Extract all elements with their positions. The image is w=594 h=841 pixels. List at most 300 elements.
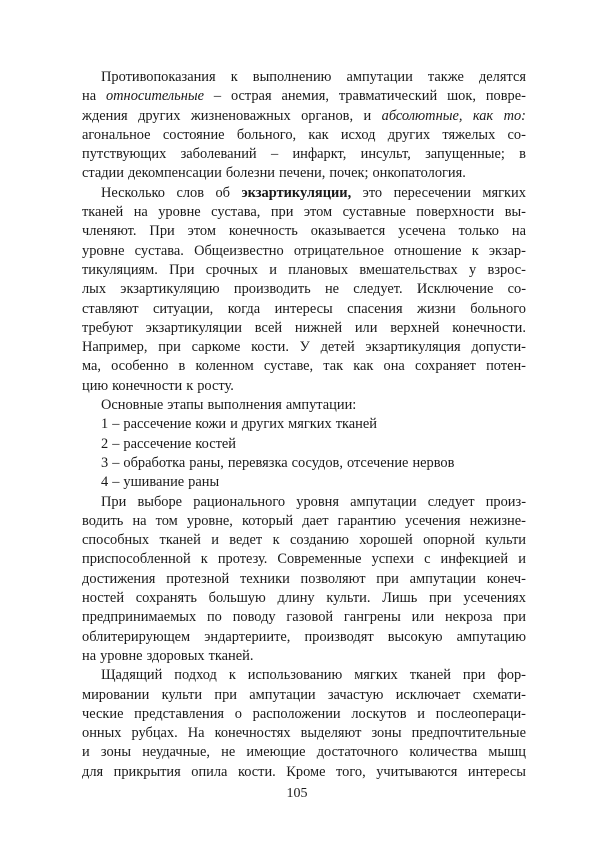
word: об [215, 184, 230, 201]
word: вмешательствах [359, 261, 458, 278]
word: больного, [236, 126, 297, 143]
word: потен- [486, 358, 526, 375]
word: почек; [329, 165, 369, 182]
word: усечениях [463, 590, 526, 607]
word: рассечение [123, 435, 192, 452]
word: предпринимаемых [82, 609, 197, 626]
word: вы- [504, 204, 526, 221]
word: мировании [82, 686, 150, 703]
word: использованию [247, 667, 343, 684]
word: ампутацию [456, 628, 526, 645]
word: Несколько [101, 184, 165, 201]
word: для [82, 763, 104, 780]
word: усечена [398, 223, 446, 240]
word: по [206, 609, 222, 626]
word: культи. [326, 590, 371, 607]
word: нижней [294, 319, 343, 336]
word: производят [304, 628, 374, 645]
word: ампутации [249, 686, 316, 703]
word: рубцах. [131, 725, 178, 742]
word: жизненоважных [190, 107, 291, 124]
word: опила [191, 763, 228, 780]
word: делятся [478, 69, 526, 85]
word: и [230, 416, 238, 433]
text-line [82, 396, 526, 415]
word: уровне [100, 647, 143, 664]
word: 2 [101, 435, 109, 452]
word: или [354, 319, 378, 336]
word: конечность [228, 223, 298, 240]
word: цию [82, 377, 109, 394]
word: протезу. [217, 551, 268, 568]
word: Исключение [416, 281, 494, 298]
word: исход [340, 126, 376, 143]
word: этом [187, 223, 216, 240]
word: большую [208, 590, 266, 607]
page-body-text [82, 68, 526, 782]
word: запущенные; [425, 146, 505, 163]
word: тканей [159, 532, 201, 549]
word: к [186, 377, 194, 394]
text-line [82, 435, 526, 454]
word: стадии [82, 165, 124, 182]
word: представления [134, 705, 225, 722]
word: она [383, 358, 405, 375]
word: при [158, 339, 181, 356]
word: как [353, 358, 374, 375]
word: конечности. [452, 319, 526, 336]
word: Современные [277, 551, 362, 568]
word: то: [503, 107, 526, 124]
word: жизни [417, 300, 456, 317]
word: больного [470, 300, 526, 317]
word: тканей [82, 204, 124, 221]
word: на [511, 223, 526, 240]
word: допусти- [471, 339, 526, 356]
word: шок, [447, 88, 476, 105]
word: этапы [167, 397, 204, 414]
word: костей [195, 435, 236, 452]
word: поводу [232, 609, 276, 626]
text-line [82, 184, 526, 203]
word: количества [409, 744, 478, 761]
word: – [112, 435, 120, 452]
text-line [82, 454, 526, 473]
text-line [82, 261, 526, 280]
word: со- [507, 126, 526, 143]
word: некроза [444, 609, 493, 626]
word: о [234, 705, 242, 722]
word: Например, [82, 339, 148, 356]
word: способных [82, 532, 150, 549]
word: ческие [82, 705, 124, 722]
word: ма, [82, 358, 101, 375]
word: того, [336, 763, 366, 780]
word: – [112, 474, 120, 491]
word: и [417, 705, 425, 722]
word: раны, [189, 454, 224, 471]
word: ситуации, [152, 300, 214, 317]
word: других [138, 107, 181, 124]
word: сохранять [135, 590, 197, 607]
word: при [462, 667, 486, 684]
word: ампутации [409, 570, 476, 587]
word: декомпенсации [127, 165, 222, 182]
word: анемия, [281, 88, 329, 105]
word: детей [320, 339, 355, 356]
text-line [82, 126, 526, 145]
word: достаточного [316, 744, 399, 761]
text-line [82, 242, 526, 261]
word: агональное [82, 126, 151, 143]
word: травматический [338, 88, 438, 105]
text-line [82, 550, 526, 569]
text-line [82, 608, 526, 627]
word: кожи [195, 416, 227, 433]
word: мягких [354, 667, 398, 684]
word: мягких [288, 416, 332, 433]
word: всей [254, 319, 283, 336]
word: кости. [237, 763, 276, 780]
text-line [82, 222, 526, 241]
text-line [82, 338, 526, 357]
word: 1 [101, 416, 109, 433]
word: отношение [394, 242, 462, 259]
text-line [82, 107, 526, 126]
word: экзартикуляция [365, 339, 461, 356]
word: зоны [100, 744, 132, 761]
word: 3 [101, 454, 109, 471]
word: рационального [193, 493, 286, 510]
word: и [82, 744, 90, 761]
word: сохраняет [414, 358, 476, 375]
word: и [211, 532, 219, 549]
word: кости. [251, 339, 289, 356]
word: ждения [82, 107, 128, 124]
word: онных [82, 725, 122, 742]
word: заболеваний [180, 146, 257, 163]
word: абсолютные, [381, 107, 463, 124]
word: имеющие [246, 744, 306, 761]
text-line [82, 68, 526, 87]
word: здоровых [146, 647, 205, 664]
word: гангрены [343, 609, 401, 626]
text-line [82, 686, 526, 705]
word: Щадящий [101, 667, 163, 684]
word: сосудов, [291, 454, 343, 471]
word: хорошей [359, 532, 413, 549]
word: высокую [387, 628, 443, 645]
word: и [363, 107, 372, 124]
word: мягких [482, 184, 526, 201]
text-line [82, 743, 526, 762]
word: инфекцией [440, 551, 509, 568]
word: особенно [111, 358, 169, 375]
word: ампутации: [285, 397, 357, 414]
text-line [82, 724, 526, 743]
text-line [82, 415, 526, 434]
word: уровне, [186, 512, 233, 529]
word: конеч- [486, 570, 526, 587]
text-line [82, 666, 526, 685]
word: в [519, 146, 526, 163]
word: других [241, 416, 285, 433]
word: схемати- [472, 686, 526, 703]
word: производить [233, 281, 311, 298]
word: суставе, [263, 358, 314, 375]
text-line [82, 493, 526, 512]
word: онкопатология. [372, 165, 466, 182]
word: острая [230, 88, 272, 105]
word: тканей [335, 416, 377, 433]
word: том [155, 512, 178, 529]
word: у [469, 261, 477, 278]
word: Основные [101, 397, 164, 414]
word: – [112, 454, 120, 471]
word: требуют [82, 319, 133, 336]
word: следует [427, 493, 475, 510]
word: к [272, 532, 280, 549]
word: отрицательное [293, 242, 384, 259]
word: экзартикуляцию [120, 281, 220, 298]
word: к [200, 551, 208, 568]
word: также [427, 69, 464, 85]
word: созданию [290, 532, 349, 549]
word: экзартикуляции, [241, 184, 352, 201]
word: не [221, 744, 236, 761]
word: при [214, 686, 237, 703]
word: коленном [195, 358, 254, 375]
word: водить [82, 512, 124, 529]
word: обработка [123, 454, 186, 471]
word: состояние [162, 126, 225, 143]
word: на [133, 204, 148, 221]
word: приспособленной [82, 551, 191, 568]
word: поверхности [416, 204, 495, 221]
word: зачастую [327, 686, 384, 703]
text-line [82, 647, 526, 666]
text-line [82, 705, 526, 724]
word: инсульт, [360, 146, 411, 163]
word: выделяют [300, 725, 362, 742]
word: со- [507, 281, 526, 298]
word: который [241, 512, 294, 529]
word: при [376, 570, 399, 587]
word: в [178, 358, 186, 375]
word: нежизне- [469, 512, 526, 529]
text-line [82, 203, 526, 222]
word: отсечение [346, 454, 409, 471]
word: конечностях [214, 725, 291, 742]
text-line [82, 628, 526, 647]
word: 4 [101, 474, 109, 491]
word: спасения [347, 300, 403, 317]
word: учитываются [376, 763, 458, 780]
word: достижения [82, 570, 156, 587]
word: культи [161, 686, 203, 703]
word: ведет [229, 532, 263, 549]
word: интересы [467, 763, 526, 780]
word: это [362, 184, 383, 201]
word: усечения [405, 512, 461, 529]
text-line [82, 512, 526, 531]
text-line [82, 357, 526, 376]
word: путствующих [82, 146, 167, 163]
text-line [82, 280, 526, 299]
word: техники [240, 570, 290, 587]
word: тикуляциям. [82, 261, 158, 278]
word: ностей [82, 590, 125, 607]
word: зоны [371, 725, 402, 742]
word: болезни [225, 165, 275, 182]
word: У [299, 339, 310, 356]
text-line [82, 377, 526, 396]
word: сустава, [211, 204, 261, 221]
word: верхней [390, 319, 440, 336]
word: расположении [252, 705, 341, 722]
word: послеопераци- [435, 705, 526, 722]
word: печени, [278, 165, 326, 182]
word: рассечение [123, 416, 192, 433]
word: предпочтительные [411, 725, 526, 742]
word: относительные [105, 88, 204, 105]
word: этом [303, 204, 333, 221]
word: фор- [497, 667, 526, 684]
word: других [387, 126, 431, 143]
word: сустава. [134, 242, 184, 259]
word: на [82, 88, 97, 105]
word: На [187, 725, 205, 742]
word: срочных [205, 261, 258, 278]
word: При [169, 261, 195, 278]
word: Противопоказания [101, 69, 216, 85]
word: пересечении [393, 184, 471, 201]
text-line [82, 145, 526, 164]
word: нервов [412, 454, 455, 471]
word: на [82, 647, 97, 664]
word: – [112, 416, 120, 433]
word: на [132, 512, 147, 529]
word: оказывается [310, 223, 386, 240]
word: длину [277, 590, 315, 607]
word: успехи [371, 551, 414, 568]
word: членяют. [82, 223, 137, 240]
word: ампутации [350, 493, 417, 510]
word: плановых [288, 261, 349, 278]
word: экзартикуляции [145, 319, 242, 336]
word: при [503, 609, 526, 626]
word: выборе [137, 493, 183, 510]
text-line [82, 319, 526, 338]
word: мышц [488, 744, 526, 761]
word: к [230, 69, 238, 85]
word: выполнению [252, 69, 332, 85]
word: лоскутов [351, 705, 407, 722]
word: уровне [158, 204, 201, 221]
word: интересы [274, 300, 333, 317]
word: с [424, 551, 431, 568]
word: произ- [485, 493, 526, 510]
word: тяжелых [442, 126, 496, 143]
word: так [323, 358, 344, 375]
word: тканей. [208, 647, 254, 664]
text-line [82, 87, 526, 106]
word: следует. [353, 281, 403, 298]
word: позволяют [300, 570, 366, 587]
word: облитерирующем [82, 628, 191, 645]
word: газовой [286, 609, 334, 626]
word: росту. [197, 377, 234, 394]
text-line [82, 763, 526, 782]
word: взрос- [487, 261, 526, 278]
word: уровне [82, 242, 125, 259]
word: к [228, 667, 236, 684]
word: инфаркт, [292, 146, 347, 163]
word: уровня [296, 493, 339, 510]
word: Кроме [286, 763, 326, 780]
word: дает [302, 512, 329, 529]
word: перевязка [227, 454, 288, 471]
word: и [269, 261, 277, 278]
word: органов, [301, 107, 354, 124]
text-line [82, 589, 526, 608]
word: культи [485, 532, 526, 549]
word: экзар- [488, 242, 526, 259]
word: эндартериите, [204, 628, 291, 645]
word: тканей [409, 667, 451, 684]
word: – [213, 88, 222, 105]
word: суставные [342, 204, 406, 221]
word: протезной [166, 570, 230, 587]
word: ушивание [123, 474, 185, 491]
word: только [458, 223, 499, 240]
word: подход [174, 667, 217, 684]
word: как [472, 107, 494, 124]
word: прикрытия [113, 763, 181, 780]
word: опорной [423, 532, 475, 549]
word: когда [227, 300, 261, 317]
word: при [270, 204, 294, 221]
word: повре- [485, 88, 526, 105]
word: и [518, 551, 526, 568]
word: раны [188, 474, 220, 491]
word: – [270, 146, 279, 163]
word: При [149, 223, 175, 240]
word: Общеизвестно [194, 242, 284, 259]
text-line [82, 164, 526, 183]
word: слов [176, 184, 205, 201]
word: к [471, 242, 479, 259]
word: При [101, 493, 127, 510]
word: как [308, 126, 329, 143]
word: конечности [112, 377, 183, 394]
word: при [429, 590, 452, 607]
word: ставляют [82, 300, 139, 317]
word: исключает [395, 686, 461, 703]
text-line [82, 570, 526, 589]
word: не [324, 281, 340, 298]
text-line [82, 473, 526, 492]
word: Лишь [382, 590, 418, 607]
word: саркоме [191, 339, 241, 356]
text-line [82, 300, 526, 319]
page-number: 105 [286, 786, 308, 801]
text-line [82, 531, 526, 550]
word: лых [82, 281, 107, 298]
word: неудачные, [142, 744, 210, 761]
word: выполнения [207, 397, 282, 414]
word: или [411, 609, 435, 626]
